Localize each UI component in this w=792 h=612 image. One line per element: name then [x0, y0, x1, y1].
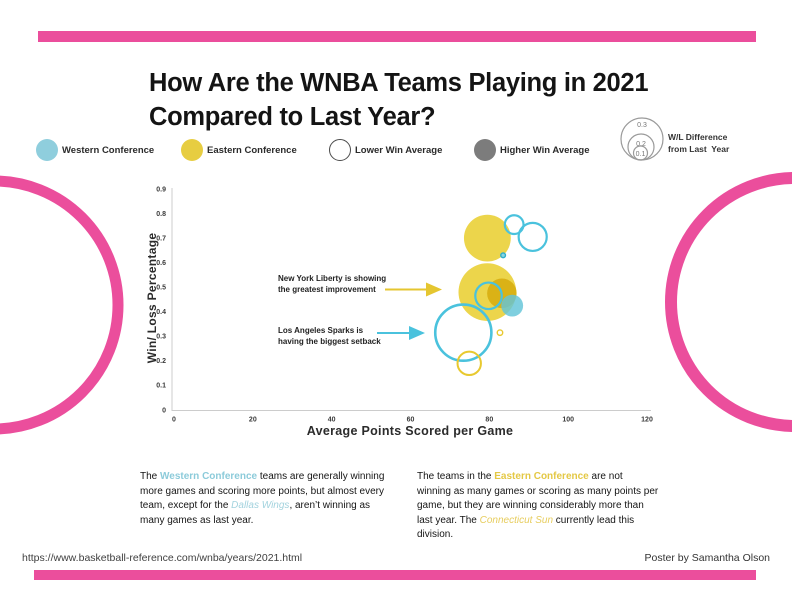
- chart-bubble: [458, 352, 481, 375]
- y-tick-label: 0.3: [156, 333, 166, 341]
- paragraph-segment: Dallas Wings: [231, 500, 290, 511]
- x-tick-label: 120: [641, 416, 653, 424]
- chart-bubble: [519, 223, 547, 251]
- chart-bubble: [435, 305, 491, 361]
- paragraph-segment: Western Conference: [160, 471, 258, 482]
- x-tick-label: 100: [562, 416, 575, 424]
- x-tick-label: 40: [327, 416, 336, 424]
- annotation-line: Los Angeles Sparks is: [278, 326, 364, 335]
- size-legend-value-02: 0.2: [636, 141, 646, 148]
- western-conference-paragraph: [140, 470, 395, 528]
- x-tick-label: 80: [485, 416, 494, 424]
- legend-label: Western Conference: [62, 144, 155, 156]
- legend-item-western-conference: [36, 139, 154, 161]
- chart-bubble: [501, 253, 506, 258]
- size-legend-value-03: 0.3: [637, 122, 647, 129]
- annotation-line: New York Liberty is showing: [278, 274, 387, 283]
- x-tick-label: 20: [248, 416, 257, 424]
- paragraph-segment: The: [140, 471, 161, 482]
- bottom-accent-bar: [34, 570, 756, 580]
- legend-item-higher-win-average: [474, 139, 589, 161]
- poster-title-line2: Compared to Last Year?: [149, 102, 436, 131]
- chart-bubble: [487, 279, 517, 309]
- chart-bubble: [501, 295, 523, 317]
- annotation-line: having the biggest setback: [278, 336, 381, 346]
- chart-bubble: [475, 283, 502, 310]
- y-tick-label: 0.2: [156, 358, 166, 366]
- annotation-line: the greatest improvement: [278, 284, 376, 294]
- eastern-conference-swatch-icon: [181, 139, 203, 161]
- paragraph-segment: Eastern Conference: [494, 471, 589, 482]
- size-legend-caption-line2: from Last Year: [668, 143, 730, 154]
- western-conference-swatch-icon: [36, 139, 58, 161]
- y-tick-label: 0.1: [156, 382, 166, 390]
- legend-item-eastern-conference: [181, 139, 297, 161]
- higher-win-average-swatch-icon: [474, 139, 496, 161]
- paragraph-segment: are not winning as many games or scoring as many points per game, but they are winning considerably more than last year. The: [417, 471, 659, 526]
- legend-label: Eastern Conference: [207, 144, 297, 156]
- legend-label: Lower Win Average: [355, 144, 443, 156]
- poster-title: [149, 67, 769, 134]
- lower-win-average-swatch-icon: [329, 139, 351, 161]
- legend-item-lower-win-average: [329, 139, 442, 161]
- chart-axes: [156, 186, 653, 423]
- chart-bubble: [464, 215, 511, 262]
- poster-title-line1: How Are the WNBA Teams Playing in 2021: [149, 69, 649, 98]
- top-accent-bar: [38, 31, 756, 42]
- chart-bubble: [497, 330, 502, 335]
- poster-credit: Poster by Samantha Olson: [644, 552, 770, 564]
- right-ring-decoration: [671, 178, 792, 426]
- y-tick-label: 0: [162, 407, 166, 415]
- paragraph-segment: , aren’t winning as many games as last year.: [140, 500, 371, 526]
- chart-bubble: [459, 263, 517, 321]
- paragraph-segment: teams are generally winning more games and scoring more points, but almost every team, except for the: [140, 471, 385, 511]
- y-tick-label: 0.4: [156, 309, 166, 317]
- y-tick-label: 0.9: [156, 186, 166, 194]
- paragraph-segment: currently lead this division.: [417, 514, 635, 540]
- size-legend-caption: [668, 132, 729, 155]
- x-tick-label: 0: [172, 416, 176, 424]
- y-axis-title: Win/ Loss Percentage: [145, 232, 159, 364]
- eastern-conference-paragraph: [417, 470, 659, 543]
- x-tick-label: 60: [406, 416, 415, 424]
- annotation-los-angeles-sparks: [278, 326, 381, 347]
- source-url: https://www.basketball-reference.com/wnba/years/2021.html: [22, 552, 303, 564]
- paragraph-segment: The teams in the: [417, 471, 495, 482]
- y-tick-label: 0.7: [156, 235, 166, 243]
- paragraph-segment: Connecticut Sun: [479, 514, 554, 526]
- annotation-new-york-liberty: [278, 274, 386, 295]
- chart-bubbles: [435, 215, 546, 375]
- left-ring-decoration: [0, 181, 118, 429]
- y-tick-label: 0.5: [156, 284, 166, 292]
- chart-bubble: [505, 215, 524, 234]
- size-legend-caption-line1: W/L Difference: [668, 132, 728, 142]
- legend-label: Higher Win Average: [500, 144, 590, 156]
- y-tick-label: 0.8: [156, 210, 166, 218]
- x-axis-title: Average Points Scored per Game: [306, 424, 514, 438]
- size-legend-value-01: 0.1: [635, 151, 646, 158]
- y-tick-label: 0.6: [156, 259, 166, 267]
